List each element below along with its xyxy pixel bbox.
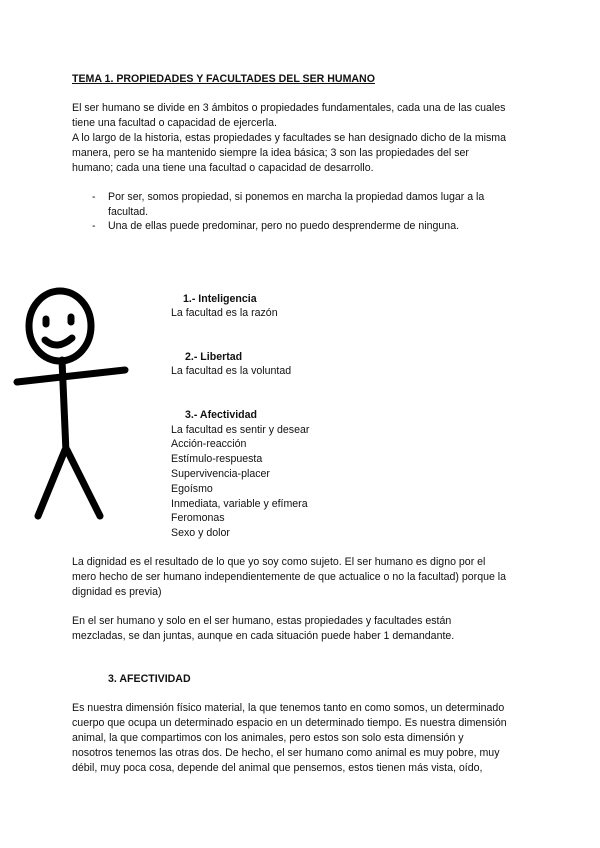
afectividad-line: nosotros tenemos las otras dos. De hecho, el ser humano como animal es muy pobre, muy — [72, 747, 500, 759]
bullet-text: Una de ellas puede predominar, pero no puedo desprenderme de ninguna. — [108, 220, 460, 232]
property-line: La facultad es sentir y desear — [171, 424, 310, 436]
intro-line: El ser humano se divide en 3 ámbitos o propiedades fundamentales, cada una de las cuales — [72, 102, 506, 114]
property-line: La facultad es la voluntad — [171, 365, 292, 377]
figure-right-leg — [67, 450, 100, 516]
property-line: Feromonas — [171, 512, 225, 524]
intro-line: humano; cada una tiene una facultad o capacidad de desarrollo. — [72, 162, 374, 174]
dignity-line: La dignidad es el resultado de lo que yo soy como sujeto. El ser humano es digno por el — [72, 556, 486, 568]
property-line: Egoísmo — [171, 483, 213, 495]
property-line: Acción-reacción — [171, 438, 247, 450]
figure-arms — [17, 370, 125, 382]
property-line: Inmediata, variable y efímera — [171, 498, 308, 510]
property-heading: 2.- Libertad — [185, 351, 243, 363]
intro-line: A lo largo de la historia, estas propiedades y facultades se han designado dicho de la misma — [72, 132, 507, 144]
bullet-marker: - — [92, 191, 96, 203]
document-title: TEMA 1. PROPIEDADES Y FACULTADES DEL SER HUMANO — [72, 73, 375, 85]
afectividad-line: cuerpo que ocupa un determinado espacio en un determinado tiempo. Es nuestra dimensión — [72, 717, 507, 729]
bullet-text: facultad. — [108, 206, 149, 218]
dignity-line: dignidad es previa) — [72, 586, 162, 598]
figure-smile — [45, 338, 72, 345]
afectividad-line: Es nuestra dimensión físico material, la que tenemos tanto en como somos, un determinado — [72, 702, 505, 714]
property-line: Estímulo-respuesta — [171, 453, 263, 465]
afectividad-line: animal, la que compartimos con los animales, pero estos son solo esta dimensión y — [72, 732, 464, 744]
mixed-line: mezcladas, se dan juntas, aunque en cada situación puede haber 1 demandante. — [72, 630, 455, 642]
property-heading: 3.- Afectividad — [185, 409, 258, 421]
figure-left-leg — [38, 450, 65, 516]
section-heading: 3. AFECTIVIDAD — [108, 673, 191, 685]
intro-line: tiene una facultad o capacidad de ejercerla. — [72, 117, 277, 129]
stick-figure-illustration — [0, 272, 160, 544]
property-line: Supervivencia-placer — [171, 468, 270, 480]
intro-line: manera, pero se ha mantenido siempre la idea básica; 3 son las propiedades del ser — [72, 147, 469, 159]
mixed-line: En el ser humano y solo en el ser humano, estas propiedades y facultades están — [72, 615, 452, 627]
bullet-text: Por ser, somos propiedad, si ponemos en marcha la propiedad damos lugar a la — [108, 191, 485, 203]
property-line: La facultad es la razón — [171, 307, 278, 319]
property-line: Sexo y dolor — [171, 527, 230, 539]
dignity-line: mero hecho de ser humano independientemente de que actualice o no la facultad) porque la — [72, 571, 507, 583]
property-heading: 1.- Inteligencia — [183, 293, 257, 305]
afectividad-line: débil, muy poca cosa, depende del animal que pensemos, estos tienen más vista, oído, — [72, 762, 483, 774]
stick-figure-icon — [0, 272, 160, 544]
figure-head — [29, 291, 91, 361]
bullet-marker: - — [92, 220, 96, 232]
